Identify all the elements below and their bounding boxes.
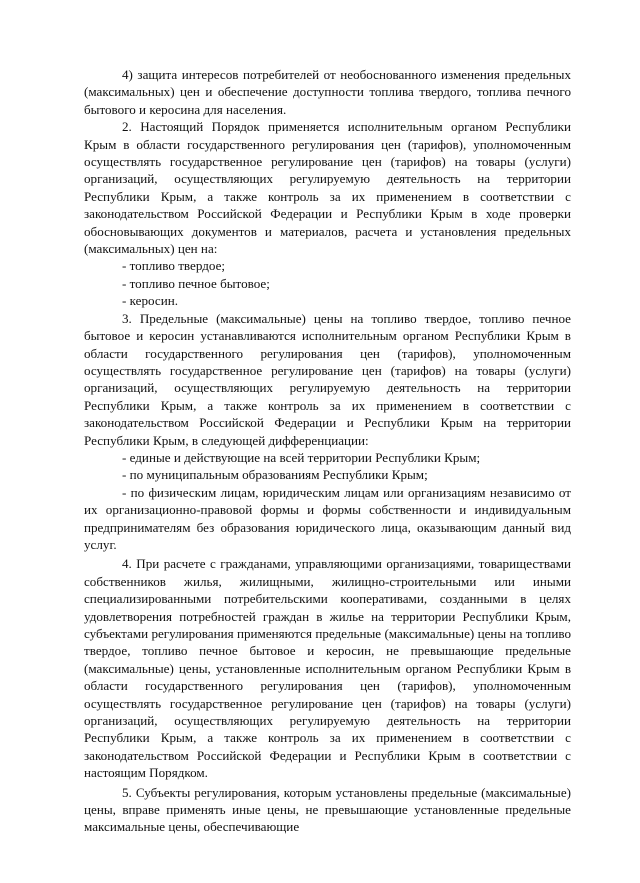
- paragraph-4-settlement: 4. При расчете с гражданами, управляющими организациями, товариществами собственников жилья, жилищными, жилищно-строительными или иными специализированными потребительскими кооперативами, созданными в целях удовлетворения потребностей граждан в жилье на территории Республики Крым, субъектами регулирования применяются предельные (максимальные) цены на топливо твердое, топливо печное бытовое и керосин, не превышающие предельные (максимальные) цены, установленные исполнительным органом Республики Крым в области государственного регулирования цен (тарифов), уполномоченным осуществлять государственное регулирование цен (тарифов) на товары (услуги) организаций, осуществляющих регулируемую деятельность на территории Республики Крым, а также контроль за их применением в соответствии с законодательством Российской Федерации и Республики Крым в соответствии с настоящим Порядком.: [84, 556, 571, 781]
- list-item-stove-fuel: - топливо печное бытовое;: [122, 275, 270, 291]
- paragraph-3-prices: 3. Предельные (максимальные) цены на топливо твердое, топливо печное бытовое и керосин устанавливаются исполнительным органом Республики Крым в области государственного регулирования цен (тарифов), уполномоченным осуществлять государственное регулирование цен (тарифов) на товары (услуги) организаций, осуществляющих регулируемую деятельность на территории Республики Крым, а также контроль за их применением в соответствии с законодательством Российской Федерации и Республики Крым на территории Республики Крым, в следующей дифференциации:: [84, 310, 571, 448]
- list-item-uniform: - единые и действующие на всей территории Республики Крым;: [122, 449, 481, 465]
- list-item-solid-fuel: - топливо твердое;: [122, 258, 226, 274]
- paragraph-5-subjects: 5. Субъекты регулирования, которым установлены предельные (максимальные) цены, вправе применять иные цены, не превышающие установленные предельные максимальные цены, обеспечивающие: [84, 784, 571, 835]
- list-item-municipal: - по муниципальным образованиям Республики Крым;: [122, 467, 428, 483]
- document-page: [84, 66, 571, 836]
- list-item-kerosene: - керосин.: [122, 293, 179, 309]
- paragraph-persons: - по физическим лицам, юридическим лицам или организациям независимо от их организационно-правовой формы и формы собственности и индивидуальным предпринимателям без образования юридического лица, оказывающим данный вид услуг.: [84, 484, 571, 552]
- paragraph-2-scope: 2. Настоящий Порядок применяется исполнительным органом Республики Крым в области государственного регулирования цен (тарифов), уполномоченным осуществлять государственное регулирование цен (тарифов) на товары (услуги) организаций, осуществляющих регулируемую деятельность на территории Республики Крым, а также контроль за их применением в соответствии с законодательством Российской Федерации и Республики Крым в ходе проверки обосновывающих документов и материалов, расчета и установления предельных (максимальных) цен на:: [84, 119, 571, 257]
- paragraph-item-4-protection: 4) защита интересов потребителей от необоснованного изменения предельных (максимальных) цен и обеспечение доступности топлива твердого, топлива печного бытового и керосина для населения.: [84, 67, 571, 117]
